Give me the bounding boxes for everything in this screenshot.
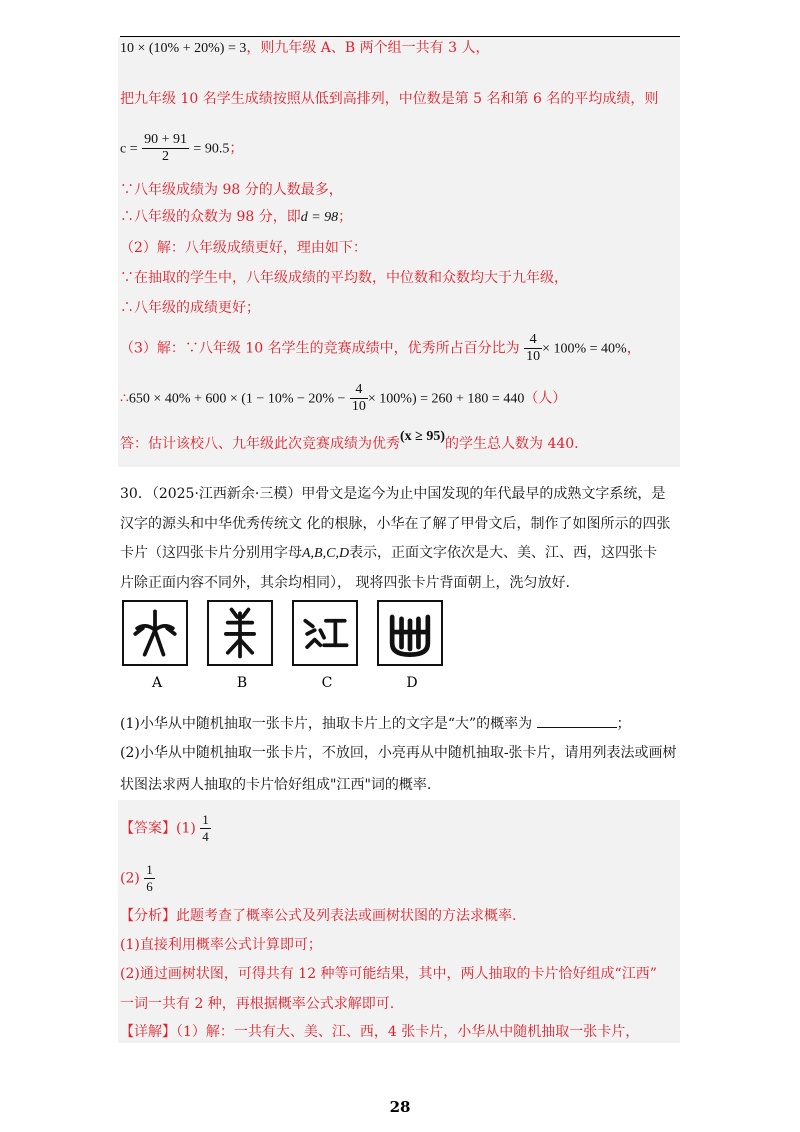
solution-text: 的学生总人数为 440. [445, 436, 579, 452]
page-number: 28 [389, 1098, 411, 1116]
unit-text: （人） [524, 390, 567, 407]
solution-line-11 [120, 429, 579, 455]
fraction [142, 132, 189, 165]
formula: d = 98 [300, 210, 339, 225]
solution-text: ，则九年级 A、B 两个组一共有 3 人， [246, 40, 490, 56]
denominator: 6 [146, 879, 153, 894]
question-line-1: 30．（2025·江西新余·三模）甲骨文是迄今为止中国发现的年代最早的成熟文字系统，是 [120, 486, 666, 502]
solution-text: ∴八年级的众数为 98 分，即 [120, 209, 301, 225]
question-line-2: 汉字的源头和中华优秀传统文 化的根脉，小华在了解了甲骨文后，制作了如图所示的四张 [120, 516, 671, 532]
fraction [144, 862, 155, 895]
formula: × 100% = 40% [542, 341, 627, 357]
analysis-step-2-line-1: (2)通过画树状图，可得共有 12 种等可能结果，其中，两人抽取的卡片恰好组成“江西” [120, 966, 657, 982]
formula: 650 × 40% + 600 × (1 − 10% − 20% − [128, 391, 346, 407]
answer-label: (2) [120, 870, 140, 887]
formula-rhs: = 90.5 [193, 141, 230, 157]
punct: ， [626, 340, 641, 357]
card-label-c: C [321, 675, 333, 691]
formula: 10 × (10% + 20%) = 3 [120, 41, 247, 56]
analysis-text: 此题考查了概率公式及列表法或画树状图的方法求概率. [176, 908, 517, 924]
solution-line-9 [120, 332, 641, 365]
question-text: 表示，正面文字依次是大、美、江、西，这四张卡 [349, 545, 658, 561]
card-c-oracle-jiang-image [292, 600, 358, 666]
fraction [524, 332, 542, 365]
question-line-3 [120, 543, 657, 564]
card-label-a: A [151, 675, 163, 691]
solution-line-6: （2）解：八年级成绩更好，理由如下： [120, 240, 367, 256]
denominator: 4 [202, 829, 209, 844]
analysis-step-1: (1)直接利用概率公式计算即可； [120, 937, 322, 953]
detail-tag: 【详解】 [120, 1024, 176, 1040]
numerator: 1 [146, 862, 153, 877]
analysis-tag: 【分析】 [120, 908, 176, 924]
punct: ； [229, 140, 244, 157]
sub-question-2-line-2: 状图法求两人抽取的卡片恰好组成"江西"词的概率. [120, 777, 432, 793]
card-label-b: B [236, 675, 248, 691]
solution-line-7: ∵在抽取的学生中，八年级成绩的平均数，中位数和众数均大于九年级， [120, 270, 568, 286]
card-a-oracle-da-image [122, 600, 188, 666]
formula: (x ≥ 95) [400, 429, 446, 444]
analysis-line [120, 906, 516, 926]
numerator: 4 [524, 332, 542, 349]
therefore-symbol: ∴ [120, 390, 129, 407]
denominator: 10 [351, 399, 366, 414]
sub-question-1 [120, 713, 631, 734]
fraction [200, 812, 211, 845]
solution-line-3 [120, 132, 243, 165]
question-line-4: 片除正面内容不同外，其余均相同）， 现将四张卡片背面朝上，洗匀放好. [120, 575, 570, 591]
answer-label: (1) [176, 820, 196, 837]
card-d-oracle-xi-image [377, 600, 443, 666]
answer-line-2 [120, 862, 155, 895]
formula: × 100%) = 260 + 180 = 440 [367, 391, 525, 407]
denominator: 10 [526, 349, 541, 364]
detail-text: （1）解：一共有大、美、江、西，4 张卡片，小华从中随机抽取一张卡片， [176, 1024, 640, 1040]
numerator: 90 + 91 [144, 132, 187, 147]
numerator: 4 [350, 382, 368, 399]
analysis-step-2-line-2: 一词一共有 2 种，再根据概率公式求解即可. [120, 996, 395, 1012]
solution-text: 答：估计该校八、九年级此次竞赛成绩为优秀 [120, 436, 400, 452]
answer-tag: 【答案】 [120, 820, 176, 837]
solution-line-10 [120, 382, 566, 415]
solution-line-8: ∴八年级的成绩更好； [120, 300, 260, 316]
answer-line-1 [120, 812, 211, 845]
answer-blank[interactable] [537, 713, 617, 728]
solution-text: （3）解：∵八年级 10 名学生的竞赛成绩中，优秀所占百分比为 [120, 340, 520, 357]
sub-question-2-line-1: (2)小华从中随机抽取一张卡片，不放回，小亮再从中随机抽取-张卡片，请用列表法或画树 [120, 745, 677, 761]
question-text: (1)小华从中随机抽取一张卡片，抽取卡片上的文字是“大”的概率为 [120, 716, 533, 732]
solution-line-4: ∵八年级成绩为 98 分的人数最多， [120, 182, 343, 198]
solution-line-1 [120, 38, 489, 59]
punct: ； [616, 716, 631, 732]
card-b-oracle-mei-image [207, 600, 273, 666]
card-label-d: D [406, 675, 418, 691]
denominator: 2 [162, 149, 170, 164]
solution-line-2: 把九年级 10 名学生成绩按照从低到高排列，中位数是第 5 名和第 6 名的平均成绩，则 [120, 91, 659, 107]
formula-lhs: c = [120, 141, 138, 157]
fraction [350, 382, 368, 415]
letters-formula: A,B,C,D [302, 546, 350, 561]
solution-line-5 [120, 207, 352, 228]
detail-line [120, 1022, 639, 1042]
numerator: 1 [202, 812, 209, 827]
question-text: 卡片（这四张卡片分别用字母 [120, 545, 302, 561]
punct: ； [338, 209, 353, 225]
